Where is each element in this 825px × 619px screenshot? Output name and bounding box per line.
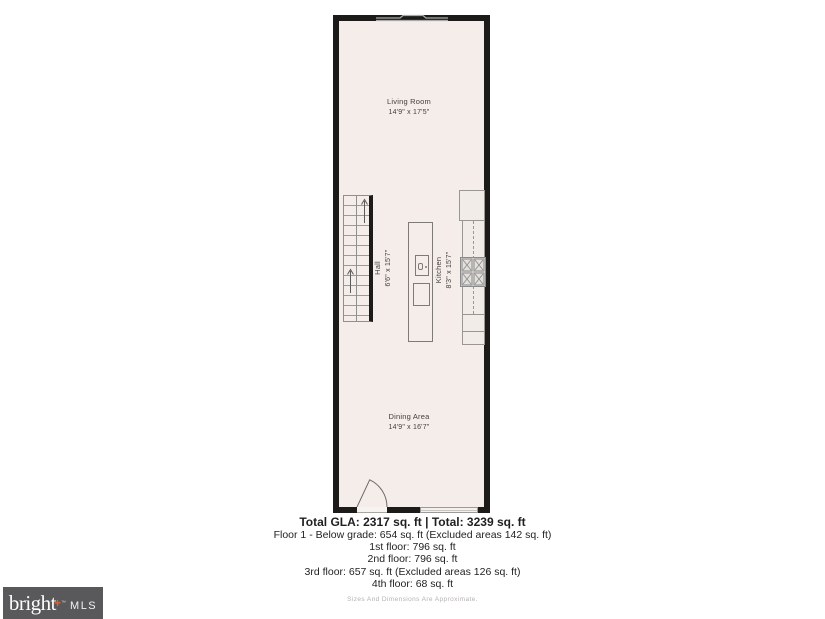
stair-divider [356, 196, 357, 321]
room-label-kitchen [434, 252, 454, 289]
kitchen-island-icon [408, 222, 433, 342]
room-name: Living Room [387, 96, 431, 106]
total-gla-line: Total GLA: 2317 sq. ft | Total: 3239 sq. ft [299, 515, 526, 529]
room-label-hall [373, 250, 393, 287]
staircase-icon [343, 195, 373, 322]
sink-faucet [425, 266, 427, 268]
room-dims: 8'3" x 15'7" [445, 251, 453, 289]
window-mullion [421, 510, 477, 511]
room-dims: 14'9" x 16'7" [388, 423, 430, 431]
logo-brand-text: bright [8, 590, 57, 615]
floor-area-line: 2nd floor: 796 sq. ft [367, 553, 458, 566]
island-cabinet [413, 283, 430, 306]
entry-door-icon [353, 475, 389, 507]
stair-up-arrow-icon [346, 267, 355, 294]
room-dims: 14'9" x 17'5" [388, 108, 430, 116]
floor-area-line: Floor 1 - Below grade: 654 sq. ft (Excluded areas 142 sq. ft) [273, 529, 552, 541]
room-label-living-room [387, 97, 431, 117]
window-top-icon [376, 14, 448, 22]
brightmls-logo [3, 587, 103, 619]
stair-up-arrow-icon [360, 197, 369, 224]
room-name: Hall [372, 261, 382, 275]
counter-seam [463, 331, 484, 332]
floor-area-line: 4th floor: 68 sq. ft [371, 577, 454, 590]
floor-area-line: 1st floor: 796 sq. ft [369, 541, 456, 554]
kitchen-counter-icon [462, 190, 485, 345]
refrigerator-icon [459, 190, 485, 221]
area-summary [0, 516, 825, 590]
room-dims: 6'6" x 15'7" [384, 249, 392, 287]
sink-icon [415, 255, 429, 276]
sink-basin [418, 263, 423, 270]
logo-trademark: ™ [61, 600, 67, 606]
counter-seam [463, 314, 484, 315]
room-label-dining-area [389, 412, 430, 432]
room-name: Dining Area [388, 411, 430, 421]
room-name: Kitchen [433, 256, 443, 284]
stove-icon [460, 257, 486, 287]
logo-plus-icon: + [54, 596, 62, 610]
floor-area-line: 3rd floor: 657 sq. ft (Excluded areas 126 sq. ft) [304, 565, 521, 578]
floor-plan [333, 15, 490, 513]
entry-door-opening [357, 507, 387, 513]
logo-suffix-text: MLS [70, 600, 98, 612]
window-bottom-icon [420, 507, 478, 513]
disclaimer-text: Sizes And Dimensions Are Approximate. [347, 596, 478, 603]
